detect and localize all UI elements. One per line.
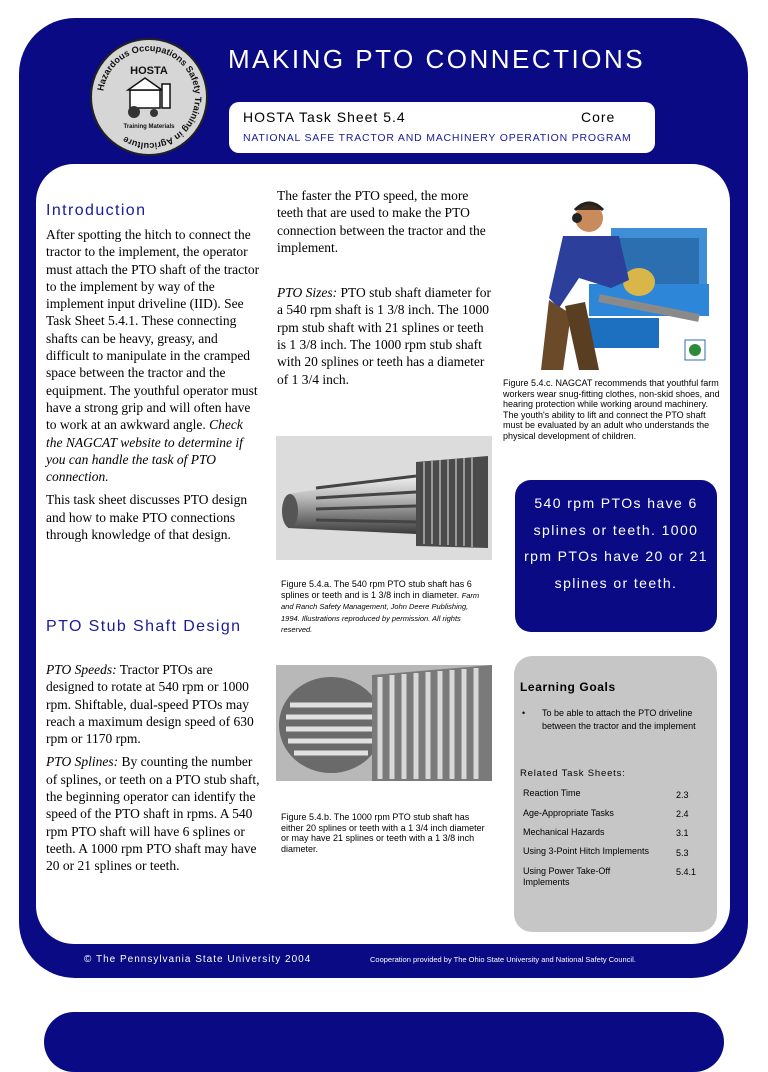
figure-c-caption: Figure 5.4.c. NAGCAT recommends that youthful farm workers wear snug-fitting clothes, non-skid shoes, and hearing protection while working around machinery. The youth's ability to lift and connect the PTO shaft must be evaluated by an adult who understands the physical development of children. (503, 378, 720, 441)
figure-a-caption: Figure 5.4.a. The 540 rpm PTO stub shaft has 6 splines or teeth and is 1 3/8 inch in diameter. Farm and Ranch Safety Management, John Deere Publishing, 1994. Illustrations reproduced by permission. All rights reserved. (281, 579, 480, 635)
related-task-number: 2.3 (676, 790, 689, 800)
intro-paragraph-1: After spotting the hitch to connect the tractor to the implement, the operator must attach the PTO shaft of the tractor to the implement by way of the implement input driveline (IID). See Task Sheet 5.4.1. These connecting shafts can be heavy, greasy, and difficult to manipulate in the cramped space between the tractor and the equipment. The youthful operator must have a strong grip and will often have to work at an awkward angle. Check the NAGCAT website to determine if you can handle the task of PTO connection. (46, 227, 260, 485)
cooperation-footer: Cooperation provided by The Ohio State University and National Safety Council. (370, 955, 636, 964)
stub-shaft-1000-photo (276, 665, 492, 781)
logo-bottom-text: Training Materials (123, 124, 175, 130)
copyright-footer: © The Pennsylvania State University 2004 (84, 954, 312, 965)
youth-worker-illustration (519, 188, 715, 370)
spline-count-callout: 540 rpm PTOs have 6 splines or teeth. 1000 rpm PTOs have 20 or 21 splines or teeth. (515, 480, 717, 632)
pto-sizes-paragraph: PTO Sizes: PTO stub shaft diameter for a 540 rpm shaft is 1 3/8 inch. The 1000 rpm stub shaft with 21 splines or teeth is 1 3/8 inch. The 1000 rpm stub shaft with 20 splines or teeth has a diameter of 1 3/4 inch. (277, 285, 491, 387)
nagcat-note: Check the NAGCAT website to determine if you can handle the task of PTO connection. (46, 417, 243, 485)
related-task-name: Using Power Take-Off Implements (523, 866, 611, 887)
middle-text (277, 187, 493, 394)
design-text (46, 661, 260, 881)
stub-shaft-design-heading: PTO Stub Shaft Design (46, 618, 242, 635)
task-sheet-id: HOSTA Task Sheet 5.4 (243, 109, 406, 125)
related-task-name: Reaction Time (523, 788, 581, 798)
related-task-name: Age-Appropriate Tasks (523, 808, 614, 818)
related-task-name: Using 3-Point Hitch Implements (523, 846, 650, 856)
learning-goals-heading: Learning Goals (520, 680, 616, 694)
related-task-number: 5.3 (676, 848, 689, 858)
pto-speed-paragraph: The faster the PTO speed, the more teeth that are used to make the PTO connection between the tractor and the implement. (277, 188, 486, 255)
related-task-number: 5.4.1 (676, 867, 697, 877)
task-sheet-box (229, 102, 655, 153)
task-level: Core (581, 109, 616, 125)
introduction-heading: Introduction (46, 202, 147, 219)
related-task-name: Mechanical Hazards (523, 827, 605, 837)
program-name: NATIONAL SAFE TRACTOR AND MACHINERY OPERATION PROGRAM (243, 132, 632, 144)
bullet-icon: • (522, 708, 526, 718)
related-task-number: 3.1 (676, 828, 689, 838)
learning-goals-box (514, 656, 717, 932)
figure-b-caption: Figure 5.4.b. The 1000 rpm PTO stub shaft has either 20 splines or teeth with a 1 3/4 inch diameter or may have 21 splines or teeth with a 1 3/8 inch diameter. (281, 812, 485, 854)
next-page-frame (44, 1012, 724, 1072)
pto-splines-paragraph: PTO Splines: By counting the number of splines, or teeth on a PTO stub shaft, the beginning operator can identify the speed of the PTO shaft in rpms. A 540 rpm PTO shaft will have 6 splines or teeth. A 1000 rpm PTO shaft may have 20 or 21 splines or teeth. (46, 754, 260, 874)
intro-paragraph-2: This task sheet discusses PTO design and how to make PTO connections through knowledge of that design. (46, 492, 248, 543)
logo-ring-text: Hazardous Occupations Safety Training in Agriculture (95, 42, 204, 152)
pto-speeds-paragraph: PTO Speeds: Tractor PTOs are designed to rotate at 540 rpm or 1000 rpm. Shiftable, dual-speed PTOs may reach a maximum design speed of 630 rpm or 1170 rpm. (46, 662, 254, 747)
logo-center-text: HOSTA (130, 65, 168, 77)
related-task-number: 2.4 (676, 809, 689, 819)
related-task-sheets-heading: Related Task Sheets: (520, 768, 626, 779)
introduction-text (46, 226, 260, 549)
hosta-logo (90, 38, 208, 156)
stub-shaft-540-photo (276, 436, 492, 560)
learning-goal-item: To be able to attach the PTO driveline between the tractor and the implement (542, 708, 696, 731)
page-title: MAKING PTO CONNECTIONS (228, 44, 646, 74)
figure-a-source: Farm and Ranch Safety Management, John Deere Publishing, 1994. Illustrations reproduced by permission. All rights reserved. (281, 590, 480, 635)
